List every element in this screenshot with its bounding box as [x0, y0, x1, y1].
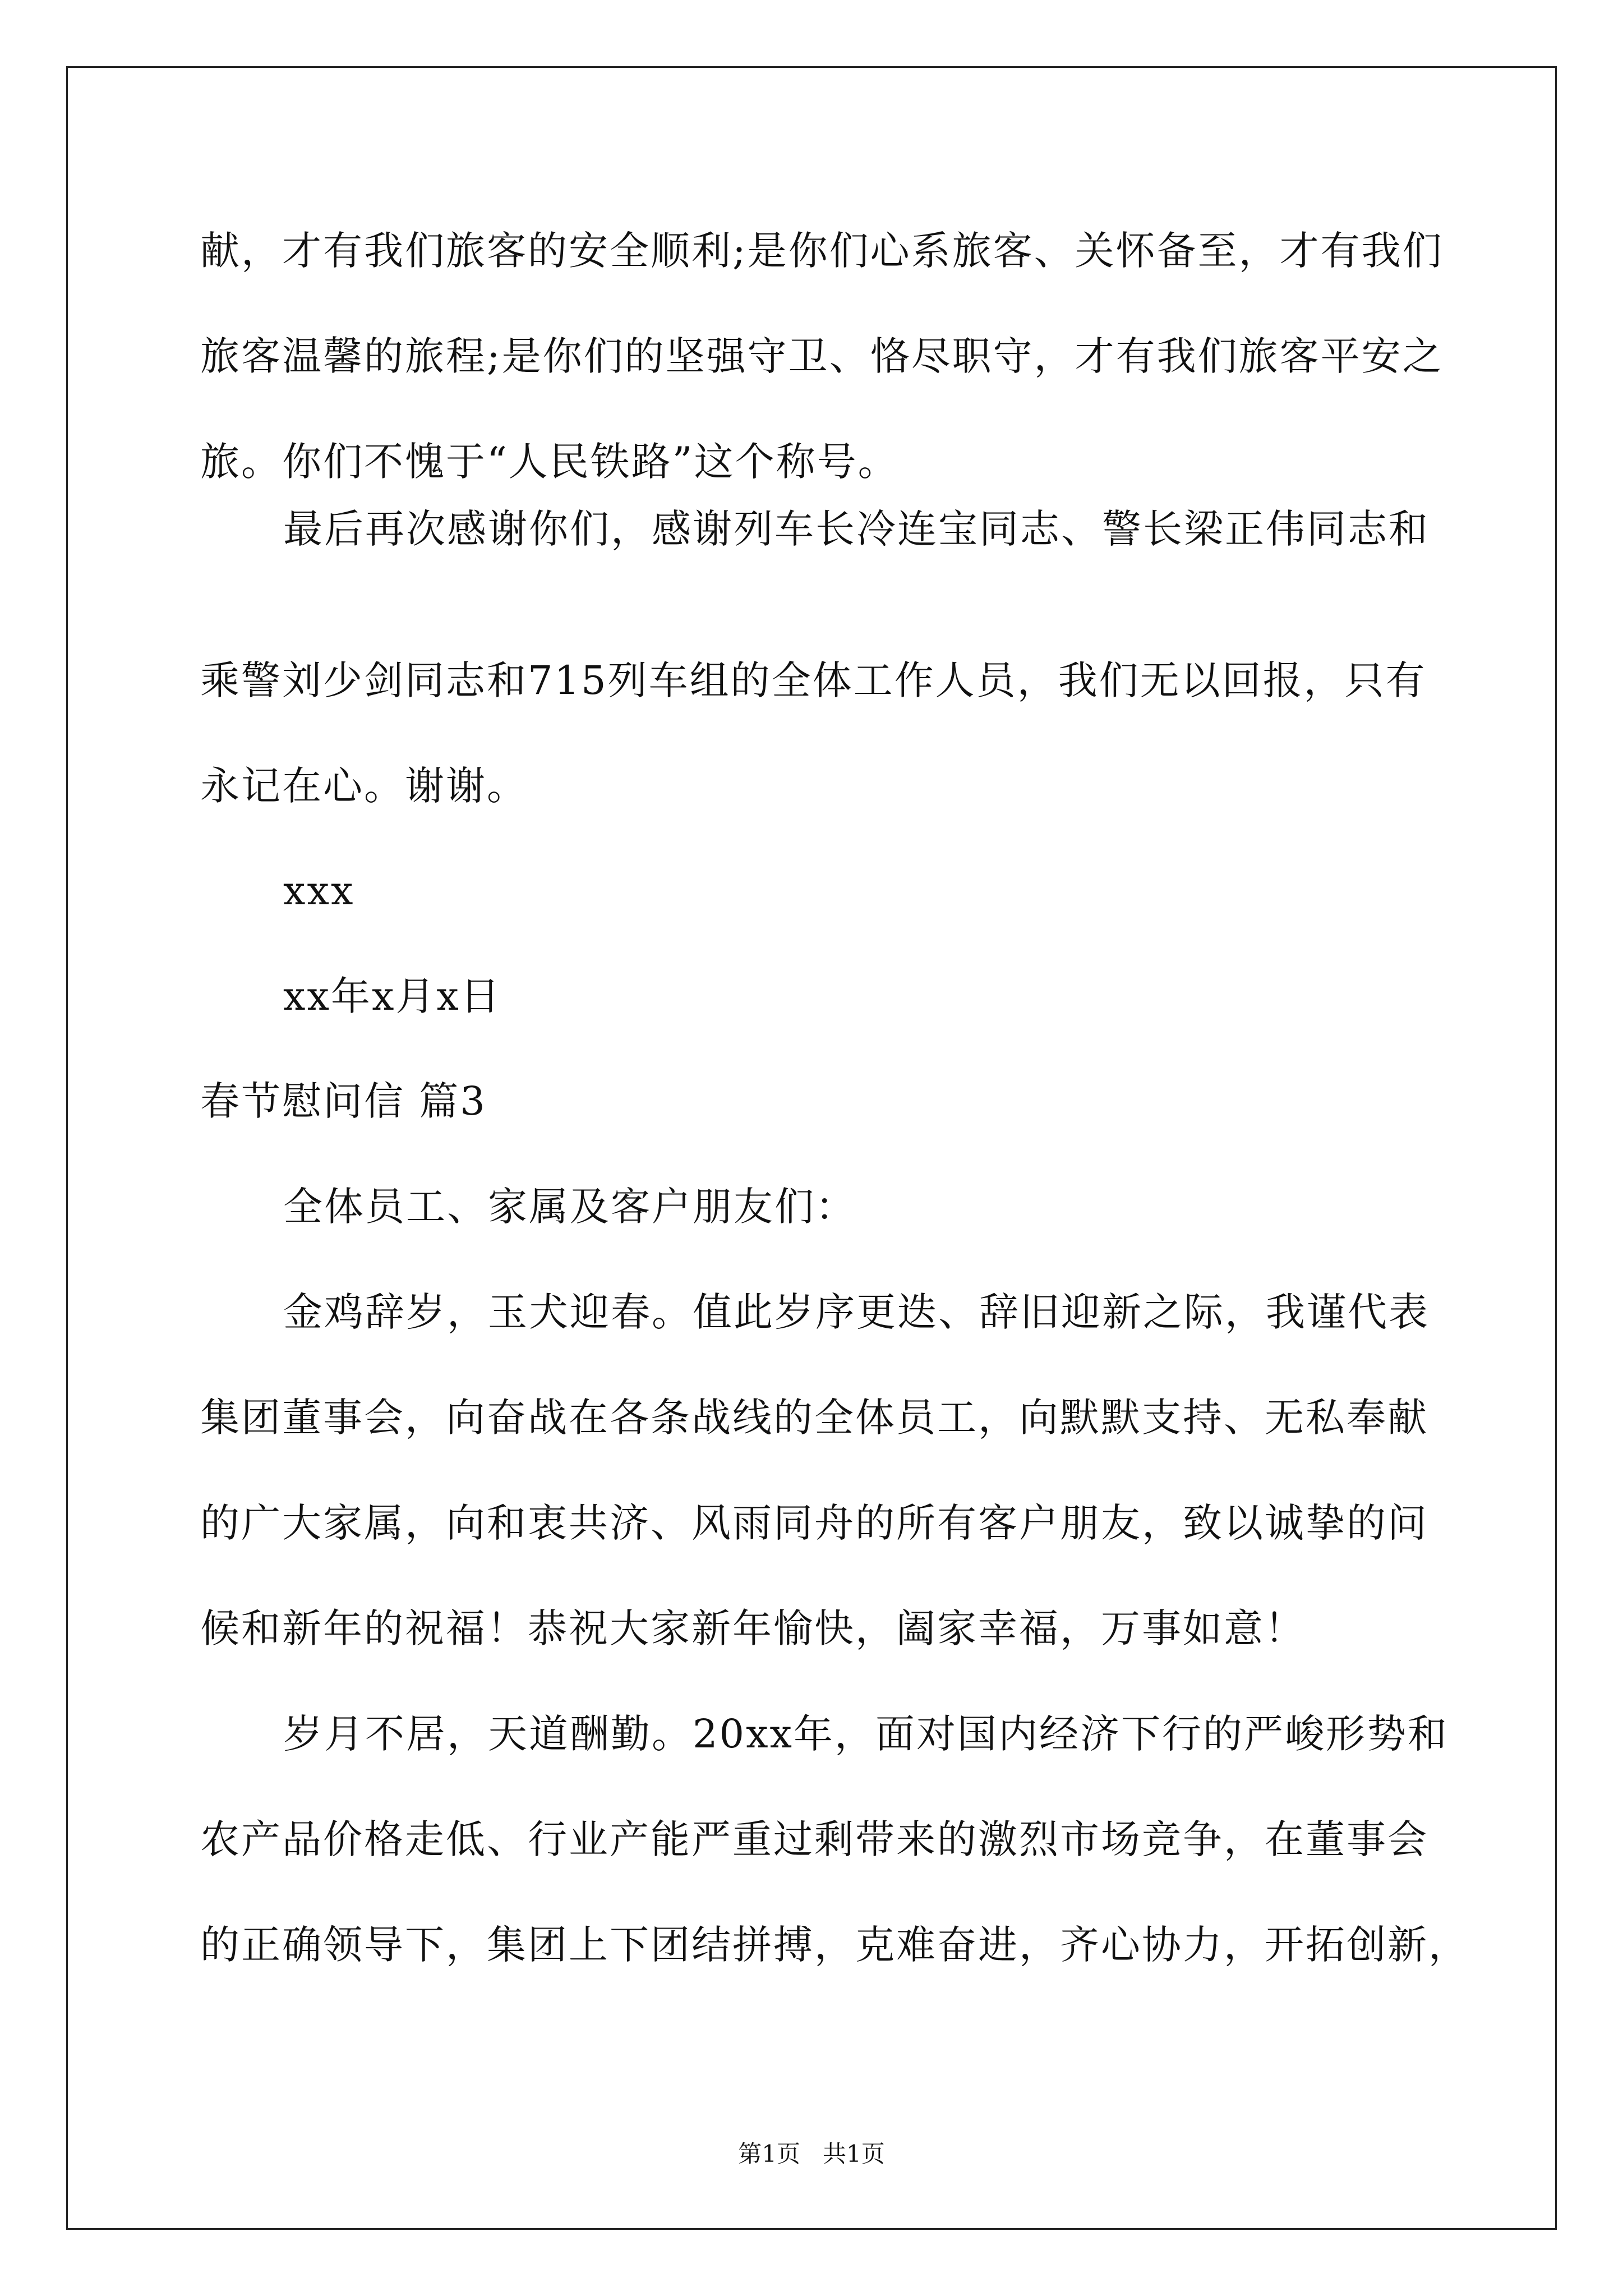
body-line: 岁月不居，天道酬勤。20xx年，面对国内经济下行的严峻形势和 [283, 1711, 1449, 1757]
body-line: 集团董事会，向奋战在各条战线的全体员工，向默默支持、无私奉献 [200, 1395, 1428, 1441]
page-border [66, 66, 1557, 2230]
body-line: 的广大家属，向和衷共济、风雨同舟的所有客户朋友，致以诚挚的问 [200, 1500, 1428, 1546]
body-line: 旅客温馨的旅程;是你们的坚强守卫、恪尽职守，才有我们旅客平安之 [200, 333, 1444, 379]
body-line: 乘警刘少剑同志和715列车组的全体工作人员，我们无以回报，只有 [200, 657, 1427, 703]
signature: xxx [283, 868, 355, 914]
body-line: 永记在心。谢谢。 [200, 763, 528, 809]
salutation: 全体员工、家属及客户朋友们： [283, 1184, 856, 1230]
body-line: 农产品价格走低、行业产能严重过剩带来的激烈市场竞争，在董事会 [200, 1816, 1428, 1862]
section-heading: 春节慰问信 篇3 [200, 1078, 487, 1124]
body-line: 候和新年的祝福！恭祝大家新年愉快，阖家幸福，万事如意！ [200, 1605, 1306, 1651]
body-line: 旅。你们不愧于“人民铁路”这个称号。 [200, 439, 899, 485]
date: xx年x月x日 [283, 973, 501, 1019]
page-number-footer: 第1页 共1页 [738, 2140, 885, 2168]
body-line: 的正确领导下，集团上下团结拼搏，克难奋进，齐心协力，开拓创新， [200, 1922, 1469, 1968]
body-line: 最后再次感谢你们，感谢列车长冷连宝同志、警长梁正伟同志和 [283, 506, 1430, 552]
body-line: 金鸡辞岁，玉犬迎春。值此岁序更迭、辞旧迎新之际，我谨代表 [283, 1289, 1430, 1335]
body-line: 献，才有我们旅客的安全顺利;是你们心系旅客、关怀备至，才有我们 [200, 228, 1444, 274]
